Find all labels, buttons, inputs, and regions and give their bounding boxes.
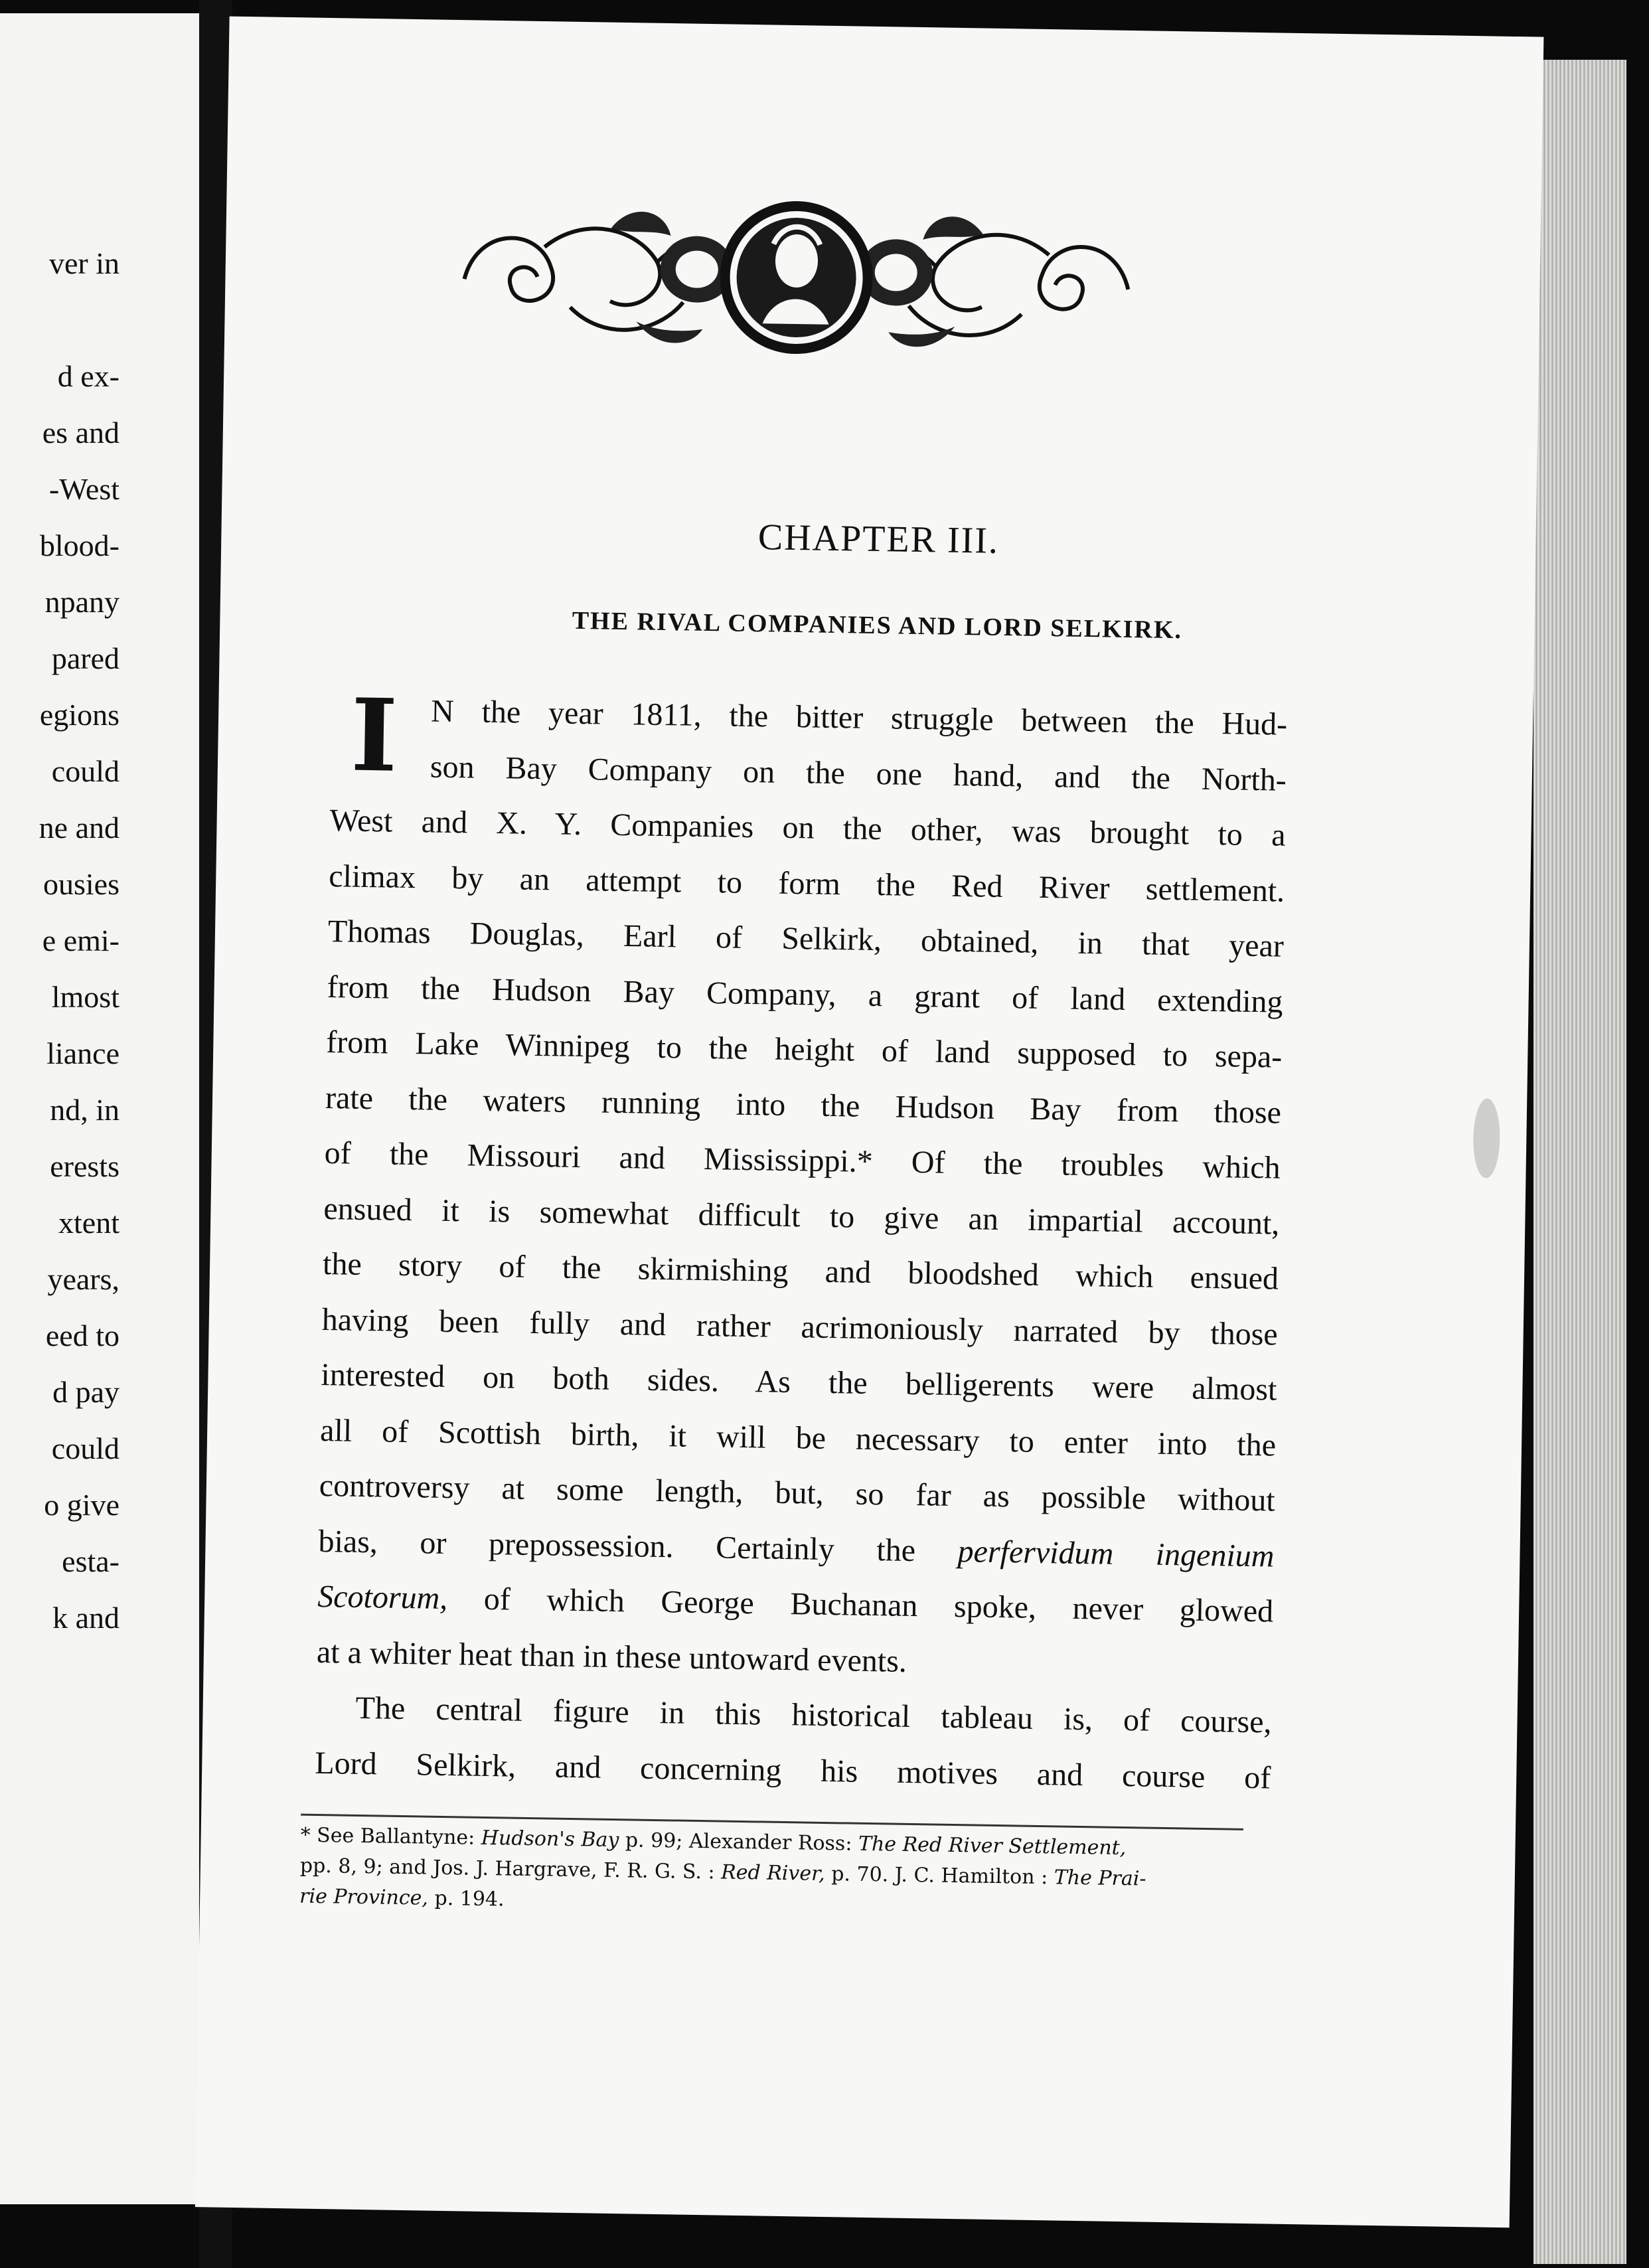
chapter-body xyxy=(314,677,1288,1805)
left-page-line: nd, in xyxy=(50,1093,119,1127)
left-page-line: ver in xyxy=(48,246,119,280)
left-page-line: d pay xyxy=(52,1375,119,1409)
left-page-line: liance xyxy=(46,1036,119,1070)
left-page-line: blood- xyxy=(39,528,119,562)
text-line: from the Hudson Bay Company, a grant of land extending xyxy=(327,969,1283,1020)
left-page-line: could xyxy=(51,754,119,788)
paper-blemish xyxy=(1472,1098,1500,1178)
text-line: climax by an attempt to form the Red River settlement. xyxy=(328,858,1285,909)
text-line: West and X. Y. Companies on the other, was brought to a xyxy=(329,803,1286,853)
text-line: having been fully and rather acrimoniously narrated by those xyxy=(321,1301,1279,1352)
text-line: The central figure in this historical tableau is, of course, xyxy=(355,1690,1272,1740)
left-page-line: k and xyxy=(52,1601,119,1635)
book-page xyxy=(195,17,1544,2228)
chapter-subtitle: THE RIVAL COMPANIES AND LORD SELKIRK. xyxy=(572,606,1183,645)
footnote-title: The Prai- xyxy=(1054,1866,1146,1891)
left-page-line: -West xyxy=(48,472,119,506)
text-line: the story of the skirmishing and bloodshed which ensued xyxy=(322,1246,1279,1297)
footnote-title: Hudson's Bay xyxy=(481,1826,619,1852)
left-page-line: o give xyxy=(44,1488,119,1522)
text-line: at a whiter heat than in these untoward events. xyxy=(316,1634,907,1679)
footnote xyxy=(299,1821,1243,1927)
left-page-fragment xyxy=(0,13,203,2204)
text-line: son Bay Company on the one hand, and the North- xyxy=(430,748,1287,798)
text-line: rate the waters running into the Hudson Bay from those xyxy=(325,1080,1282,1131)
text-line: controversy at some length, but, so far as possible without xyxy=(319,1467,1276,1518)
page-edges xyxy=(1533,60,1626,2264)
text-line: N the year 1811, the bitter struggle between the Hud- xyxy=(430,693,1288,742)
italic-phrase: perfervidum ingenium xyxy=(957,1533,1275,1574)
footnote-text: p. 70. J. C. Hamilton : xyxy=(830,1862,1048,1890)
headpiece-ornament xyxy=(436,186,1156,376)
left-page-line: esta- xyxy=(62,1544,119,1578)
left-page-line: npany xyxy=(44,585,119,619)
footnote-text: pp. 8, 9; and Jos. J. Hargrave, F. R. G. S. : xyxy=(299,1854,715,1884)
text-line: of the Missouri and Mississippi.* Of the troubles which xyxy=(324,1135,1281,1186)
footnote-text: * See Ballantyne: xyxy=(300,1823,475,1850)
left-page-line: eed to xyxy=(45,1319,119,1352)
left-page-line: could xyxy=(51,1431,119,1465)
left-page-line: years, xyxy=(47,1262,119,1296)
text-line: from Lake Winnipeg to the height of land supposed to sepa- xyxy=(326,1024,1283,1075)
left-page-line: lmost xyxy=(51,980,119,1014)
text-line: Lord Selkirk, and concerning his motives and course of xyxy=(314,1745,1271,1796)
footnote-title: The Red River Settlement, xyxy=(858,1832,1127,1860)
text-fragment: bias, or prepossession. Certainly the xyxy=(318,1523,916,1568)
footnote-title: rie Province, xyxy=(299,1884,429,1910)
chapter-title: CHAPTER III. xyxy=(757,517,1000,562)
drop-cap-letter: I xyxy=(350,677,399,795)
text-line: all of Scottish birth, it will be necessary to enter into the xyxy=(319,1412,1277,1463)
text-line: ensued it is somewhat difficult to give an impartial account, xyxy=(323,1190,1280,1242)
left-page-line: ousies xyxy=(43,867,119,901)
footnote-title: Red River, xyxy=(720,1860,825,1886)
footnote-text: p. 194. xyxy=(434,1886,505,1911)
left-page-line: d ex- xyxy=(57,359,119,393)
italic-phrase: Scotorum, xyxy=(317,1578,448,1617)
left-page-line: xtent xyxy=(58,1206,119,1240)
footnote-text: p. 99; Alexander Ross: xyxy=(625,1828,852,1856)
text-line: Thomas Douglas, Earl of Selkirk, obtained, in that year xyxy=(327,914,1285,964)
left-page-line: erests xyxy=(50,1149,119,1183)
left-page-line: e emi- xyxy=(42,924,119,957)
left-page-line: ne and xyxy=(39,811,119,845)
left-page-line: pared xyxy=(51,641,119,675)
text-fragment: of which George Buchanan spoke, never glowed xyxy=(483,1581,1274,1629)
text-line: interested on both sides. As the belligerents were almost xyxy=(321,1356,1277,1408)
left-page-line: egions xyxy=(39,698,119,732)
left-page-line: es and xyxy=(42,416,119,449)
